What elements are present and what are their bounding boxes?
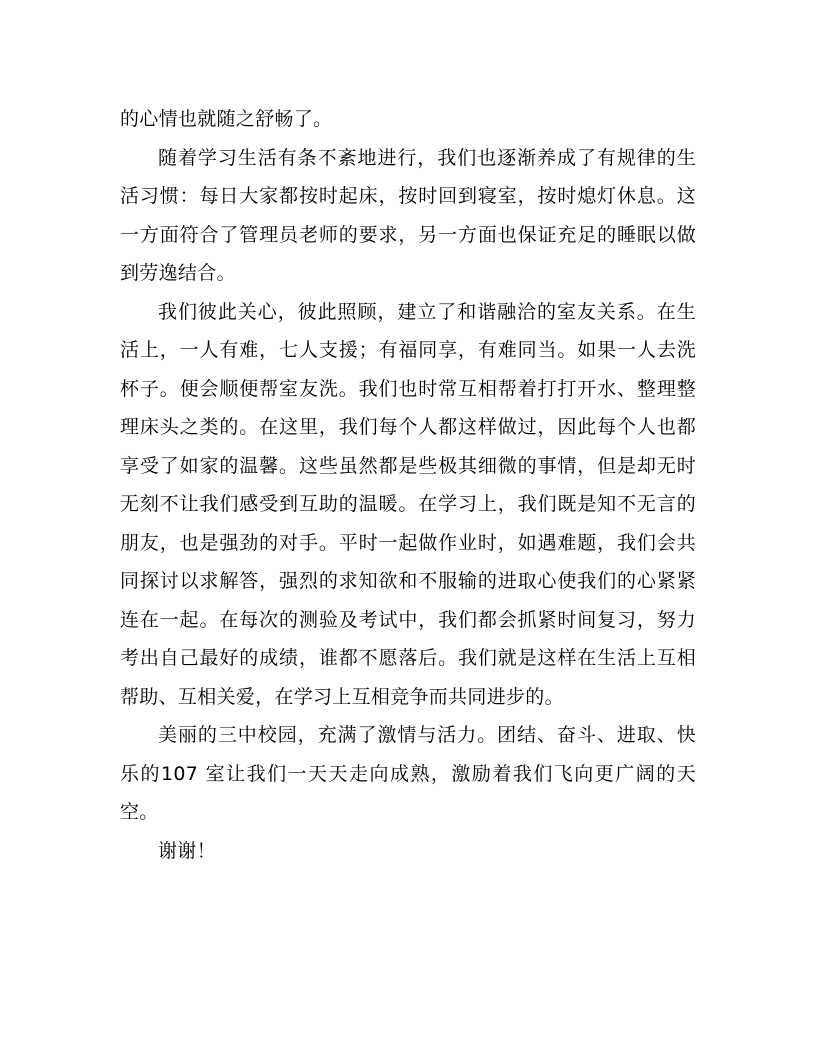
paragraph-roommates: 我们彼此关心，彼此照顾，建立了和谐融洽的室友关系。在生活上，一人有难，七人支援；有福同享，有难同当。如果一人去洗杯子。便会顺便帮室友洗。我们也时常互相帮着打打开水、整理整理床头之类的。在这里，我们每个人都这样做过，因此每个人也都享受了如家的温馨。这些虽然都是些极其细微的事情，但是却无时无刻不让我们感受到互助的温暖。在学习上，我们既是知不无言的朋友，也是强劲的对手。平时一起做作业时，如遇难题，我们会共同探讨以求解答，强烈的求知欲和不服输的进取心使我们的心紧紧连在一起。在每次的测验及考试中，我们都会抓紧时间复习，努力考出自己最好的成绩，谁都不愿落后。我们就是这样在生活上互相帮助、互相关爱，在学习上互相竞争而共同进步的。 — [120, 300, 696, 708]
document-page — [120, 100, 696, 870]
paragraph-thanks: 谢谢！ — [158, 839, 216, 862]
paragraph-continued: 的心情也就随之舒畅了。 — [120, 108, 333, 130]
paragraph-campus: 美丽的三中校园，充满了激情与活力。团结、奋斗、进取、快乐的107 室让我们一天天走向成熟，激励着我们飞向更广阔的天空。 — [120, 724, 696, 823]
paragraph-habits: 随着学习生活有条不紊地进行，我们也逐渐养成了有规律的生活习惯：每日大家都按时起床，按时回到寝室，按时熄灯休息。这一方面符合了管理员老师的要求，另一方面也保证充足的睡眠以做到劳逸结合。 — [120, 146, 696, 284]
